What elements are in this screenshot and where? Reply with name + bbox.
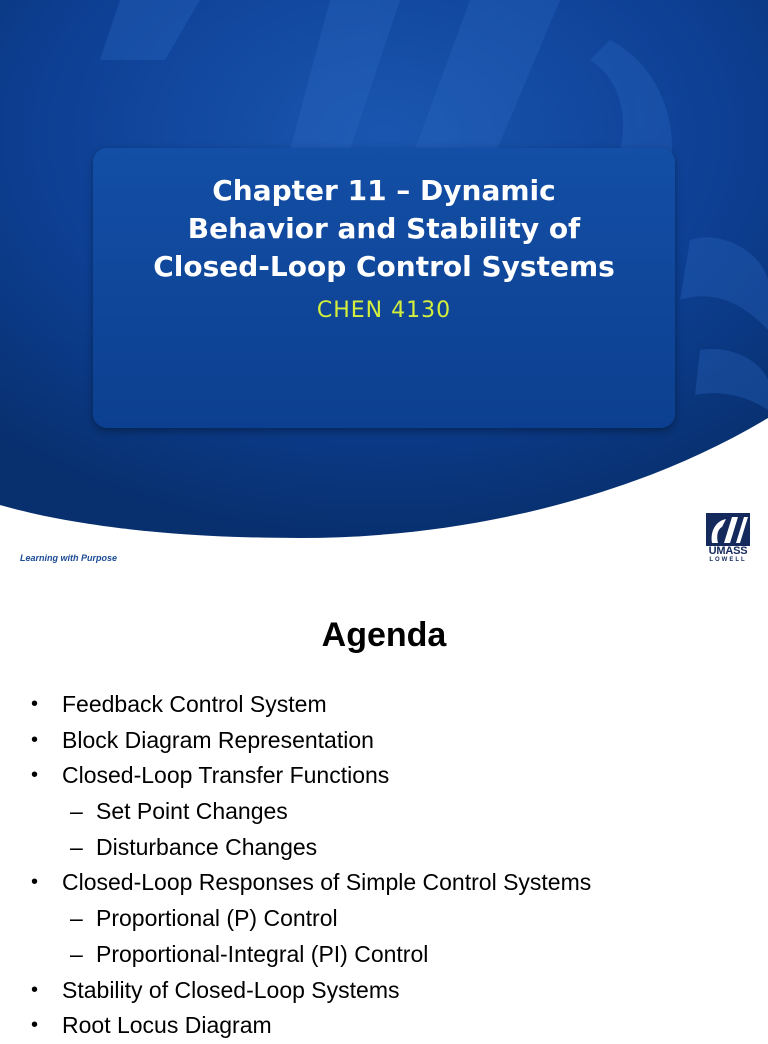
agenda-item-text: Proportional (P) Control: [96, 905, 338, 932]
tagline: Learning with Purpose: [20, 553, 118, 563]
bullet-marker: •: [31, 693, 39, 715]
dash-marker: –: [70, 940, 83, 967]
agenda-item: [0, 687, 591, 723]
agenda-item-text: Stability of Closed-Loop Systems: [62, 976, 400, 1003]
dash-marker: –: [70, 833, 83, 860]
agenda-item-text: Disturbance Changes: [96, 833, 318, 860]
agenda-subitem: [0, 901, 591, 937]
umass-lowell-logo-icon: [706, 513, 750, 546]
agenda-item-text: Proportional-Integral (PI) Control: [96, 940, 429, 967]
agenda-item-text: Block Diagram Representation: [62, 726, 374, 753]
slide-title-line-2: Behavior and Stability of: [187, 212, 581, 245]
umass-lowell-logo: [706, 513, 750, 565]
bullet-marker: •: [31, 728, 39, 751]
dash-marker: –: [70, 798, 83, 825]
agenda-item-text: Set Point Changes: [96, 798, 288, 825]
agenda-item-text: Root Locus Diagram: [62, 1012, 272, 1039]
agenda-item-text: Closed-Loop Transfer Functions: [62, 762, 390, 789]
bullet-marker: •: [31, 764, 39, 787]
agenda-title: Agenda: [321, 616, 447, 654]
agenda-subitem: [0, 830, 591, 866]
course-code: CHEN 4130: [316, 298, 452, 323]
agenda-item: [0, 865, 591, 901]
agenda-item-text: Closed-Loop Responses of Simple Control Systems: [62, 869, 592, 896]
logo-word-lowell: LOWELL: [709, 557, 747, 563]
agenda-slide: [0, 582, 768, 1039]
bullet-marker: •: [31, 1014, 39, 1037]
slide-title: [93, 172, 675, 286]
agenda-list: [0, 687, 591, 1044]
slide-title-line-1: Chapter 11 – Dynamic: [212, 174, 556, 207]
agenda-item: [0, 1008, 591, 1044]
agenda-item-text: Feedback Control System: [62, 691, 327, 717]
agenda-subitem: [0, 794, 591, 830]
bullet-marker: •: [31, 871, 39, 894]
agenda-item: [0, 973, 591, 1009]
agenda-subitem: [0, 937, 591, 973]
agenda-item: [0, 758, 591, 794]
logo-word-umass: UMASS: [708, 545, 748, 557]
dash-marker: –: [70, 905, 83, 932]
title-box: [93, 148, 675, 428]
slide-title-line-3: Closed-Loop Control Systems: [153, 250, 615, 283]
agenda-item: [0, 723, 591, 759]
bullet-marker: •: [31, 978, 39, 1001]
